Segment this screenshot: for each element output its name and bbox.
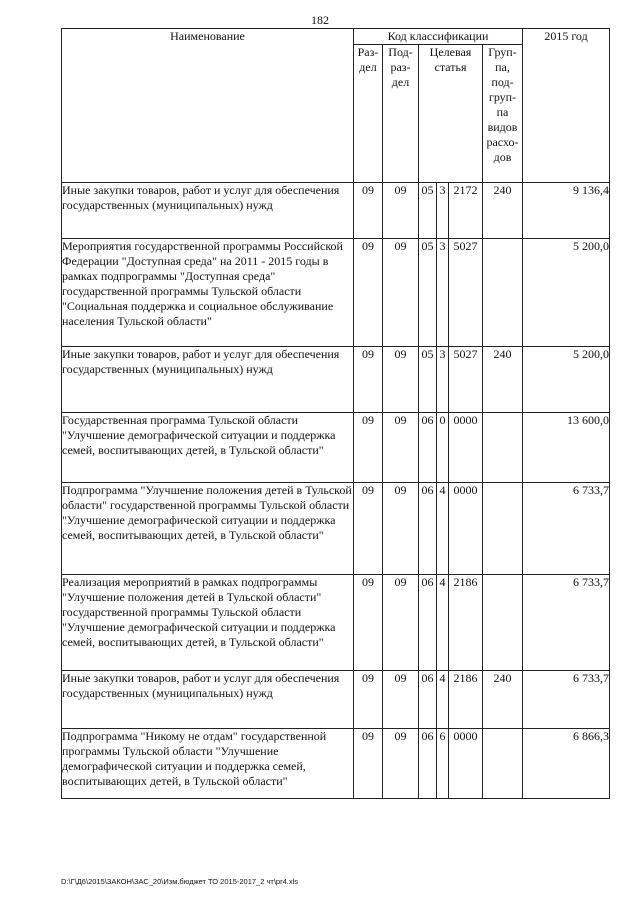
target-article-part1-cell: 05 (419, 347, 437, 413)
subsection-header (383, 45, 419, 183)
expense-type-header-line: па, (495, 60, 510, 74)
target-article-part2-cell: 3 (437, 347, 449, 413)
table-row (62, 413, 610, 483)
target-article-part1-cell: 06 (419, 483, 437, 575)
expense-type-header (483, 45, 523, 183)
section-cell: 09 (354, 413, 383, 483)
name-column-header: Наименование (62, 29, 354, 183)
classification-header: Код классификации (354, 29, 523, 45)
section-cell: 09 (354, 347, 383, 413)
table-row (62, 671, 610, 729)
amount-cell: 9 136,4 (523, 183, 610, 239)
row-name-cell: Мероприятия государственной программы Российской Федерации "Доступная среда" на 2011 - 2015 годы в рамках подпрограммы "Доступная среда" государственной программы Тульской области "Социальная поддержка и социальное обслуживание населения Тульской области" (62, 239, 354, 347)
target-article-header-line: статья (434, 60, 467, 74)
section-cell: 09 (354, 239, 383, 347)
row-name-cell: Подпрограмма "Улучшение положения детей в Тульской области" государственной программы Тульской области "Улучшение демографической ситуации и поддержка семей, воспитывающих детей, в Тульской области" (62, 483, 354, 575)
budget-table (61, 28, 610, 799)
target-article-part2-cell: 4 (437, 575, 449, 671)
target-article-part3-cell: 0000 (449, 729, 483, 799)
row-name-cell: Государственная программа Тульской области "Улучшение демографической ситуации и поддержка семей, воспитывающих детей, в Тульской области" (62, 413, 354, 483)
amount-cell: 6 866,3 (523, 729, 610, 799)
target-article-header-line: Целевая (429, 45, 472, 59)
amount-cell: 13 600,0 (523, 413, 610, 483)
section-cell: 09 (354, 671, 383, 729)
expense-type-header-line: Груп- (488, 45, 517, 59)
target-article-part2-cell: 4 (437, 483, 449, 575)
expense-type-header-line: груп- (488, 90, 517, 104)
target-article-part1-cell: 06 (419, 729, 437, 799)
expense-type-header-line: дов (493, 150, 512, 164)
expense-type-header-line: расхо- (486, 135, 519, 149)
table-row (62, 729, 610, 799)
table-row (62, 575, 610, 671)
expense-type-header-line: под- (491, 75, 514, 89)
expense-type-cell (483, 575, 523, 671)
table-row (62, 239, 610, 347)
target-article-part2-cell: 3 (437, 239, 449, 347)
target-article-part2-cell: 4 (437, 671, 449, 729)
expense-type-cell: 240 (483, 183, 523, 239)
header-row-top (62, 29, 610, 45)
expense-type-cell (483, 483, 523, 575)
target-article-part2-cell: 3 (437, 183, 449, 239)
subsection-cell: 09 (383, 347, 419, 413)
target-article-part2-cell: 0 (437, 413, 449, 483)
section-header-line: дел (359, 60, 377, 74)
target-article-part3-cell: 0000 (449, 413, 483, 483)
amount-cell: 5 200,0 (523, 239, 610, 347)
subsection-cell: 09 (383, 575, 419, 671)
target-article-part1-cell: 05 (419, 183, 437, 239)
expense-type-header-line: видов (487, 120, 518, 134)
subsection-cell: 09 (383, 183, 419, 239)
target-article-part2-cell: 6 (437, 729, 449, 799)
section-header (354, 45, 383, 183)
subsection-cell: 09 (383, 729, 419, 799)
row-name-cell: Иные закупки товаров, работ и услуг для обеспечения государственных (муниципальных) нужд (62, 183, 354, 239)
row-name-cell: Подпрограмма "Никому не отдам" государственной программы Тульской области "Улучшение демографической ситуации и поддержка семей, воспитывающих детей, в Тульской области" (62, 729, 354, 799)
subsection-header-line: раз- (390, 60, 411, 74)
target-article-part1-cell: 06 (419, 413, 437, 483)
amount-cell: 6 733,7 (523, 671, 610, 729)
section-cell: 09 (354, 183, 383, 239)
subsection-header-line: дел (391, 75, 410, 89)
target-article-part1-cell: 06 (419, 575, 437, 671)
section-header-line: Раз- (357, 45, 379, 59)
expense-type-cell: 240 (483, 347, 523, 413)
table-row (62, 347, 610, 413)
expense-type-cell (483, 729, 523, 799)
subsection-cell: 09 (383, 671, 419, 729)
expense-type-cell (483, 413, 523, 483)
target-article-part3-cell: 2186 (449, 575, 483, 671)
expense-type-cell: 240 (483, 671, 523, 729)
target-article-part1-cell: 05 (419, 239, 437, 347)
target-article-part3-cell: 5027 (449, 239, 483, 347)
amount-cell: 5 200,0 (523, 347, 610, 413)
subsection-cell: 09 (383, 483, 419, 575)
table-row (62, 483, 610, 575)
subsection-cell: 09 (383, 413, 419, 483)
target-article-part1-cell: 06 (419, 671, 437, 729)
section-cell: 09 (354, 729, 383, 799)
table-row (62, 183, 610, 239)
target-article-part3-cell: 2172 (449, 183, 483, 239)
row-name-cell: Реализация мероприятий в рамках подпрограммы "Улучшение положения детей в Тульской области" государственной программы Тульской области "Улучшение демографической ситуации и поддержка семей, воспитывающих детей, в Тульской области" (62, 575, 354, 671)
row-name-cell: Иные закупки товаров, работ и услуг для обеспечения государственных (муниципальных) нужд (62, 671, 354, 729)
subsection-cell: 09 (383, 239, 419, 347)
target-article-part3-cell: 2186 (449, 671, 483, 729)
target-article-header (419, 45, 483, 183)
year-column-header: 2015 год (523, 29, 610, 183)
amount-cell: 6 733,7 (523, 575, 610, 671)
subsection-header-line: Под- (388, 45, 413, 59)
file-path-footer: D:\Г\Д6\2015\ЗАКОН\ЗАС_20\Изм.бюджет ТО 2015-2017_2 чт\pr4.xls (61, 877, 298, 886)
expense-type-header-line: па (496, 105, 509, 119)
section-cell: 09 (354, 483, 383, 575)
expense-type-cell (483, 239, 523, 347)
amount-cell: 6 733,7 (523, 483, 610, 575)
target-article-part3-cell: 5027 (449, 347, 483, 413)
page-number: 182 (311, 13, 329, 27)
section-cell: 09 (354, 575, 383, 671)
row-name-cell: Иные закупки товаров, работ и услуг для обеспечения государственных (муниципальных) нужд (62, 347, 354, 413)
target-article-part3-cell: 0000 (449, 483, 483, 575)
